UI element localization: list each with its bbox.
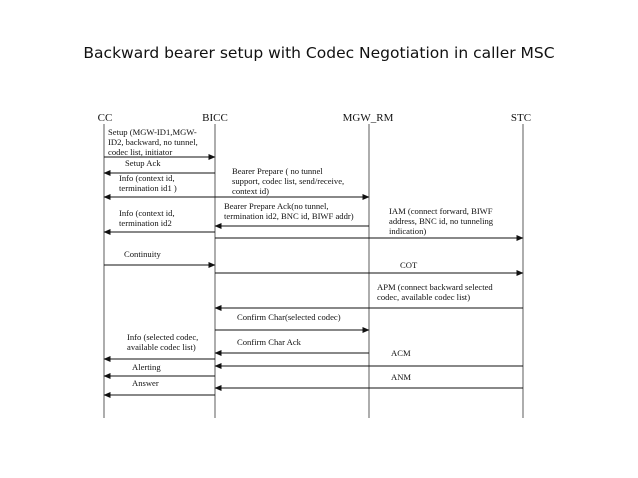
message-label-answer: Answer [132, 378, 159, 388]
entity-label-cc: CC [97, 112, 113, 124]
message-label-setup-ack: Setup Ack [125, 158, 161, 168]
message-label-acm: ACM [391, 348, 411, 358]
entity-label-bicc: BICC [202, 112, 228, 124]
message-label-info-termination-id2: Info (context id, termination id2 [119, 208, 175, 228]
entity-label-stc: STC [510, 112, 532, 124]
message-label-confirm-char: Confirm Char(selected codec) [237, 312, 341, 322]
message-label-iam: IAM (connect forward, BIWF address, BNC id, no tunneling indication) [389, 206, 494, 236]
message-label-info-selected-codec: Info (selected codec, available codec list) [127, 332, 199, 352]
page-title: Backward bearer setup with Codec Negotiation in caller MSC [83, 44, 555, 62]
entity-label-mgw-rm: MGW_RM [342, 112, 394, 124]
message-label-cot: COT [400, 260, 418, 270]
message-label-confirm-char-ack: Confirm Char Ack [237, 337, 301, 347]
message-label-bearer-prepare: Bearer Prepare ( no tunnel support, codec list, send/receive, context id) [232, 166, 345, 196]
message-label-setup: Setup (MGW-ID1,MGW- ID2, backward, no tunnel, codec list, initiator [108, 127, 198, 157]
message-label-apm: APM (connect backward selected codec, available codec list) [377, 282, 493, 302]
message-label-info-termination-id1: Info (context id, termination id1 ) [119, 173, 177, 193]
message-label-anm: ANM [391, 372, 412, 382]
message-label-bearer-prepare-ack: Bearer Prepare Ack(no tunnel, termination id2, BNC id, BIWF addr) [224, 201, 354, 221]
message-label-continuity: Continuity [124, 249, 161, 259]
message-label-alerting: Alerting [132, 362, 161, 372]
